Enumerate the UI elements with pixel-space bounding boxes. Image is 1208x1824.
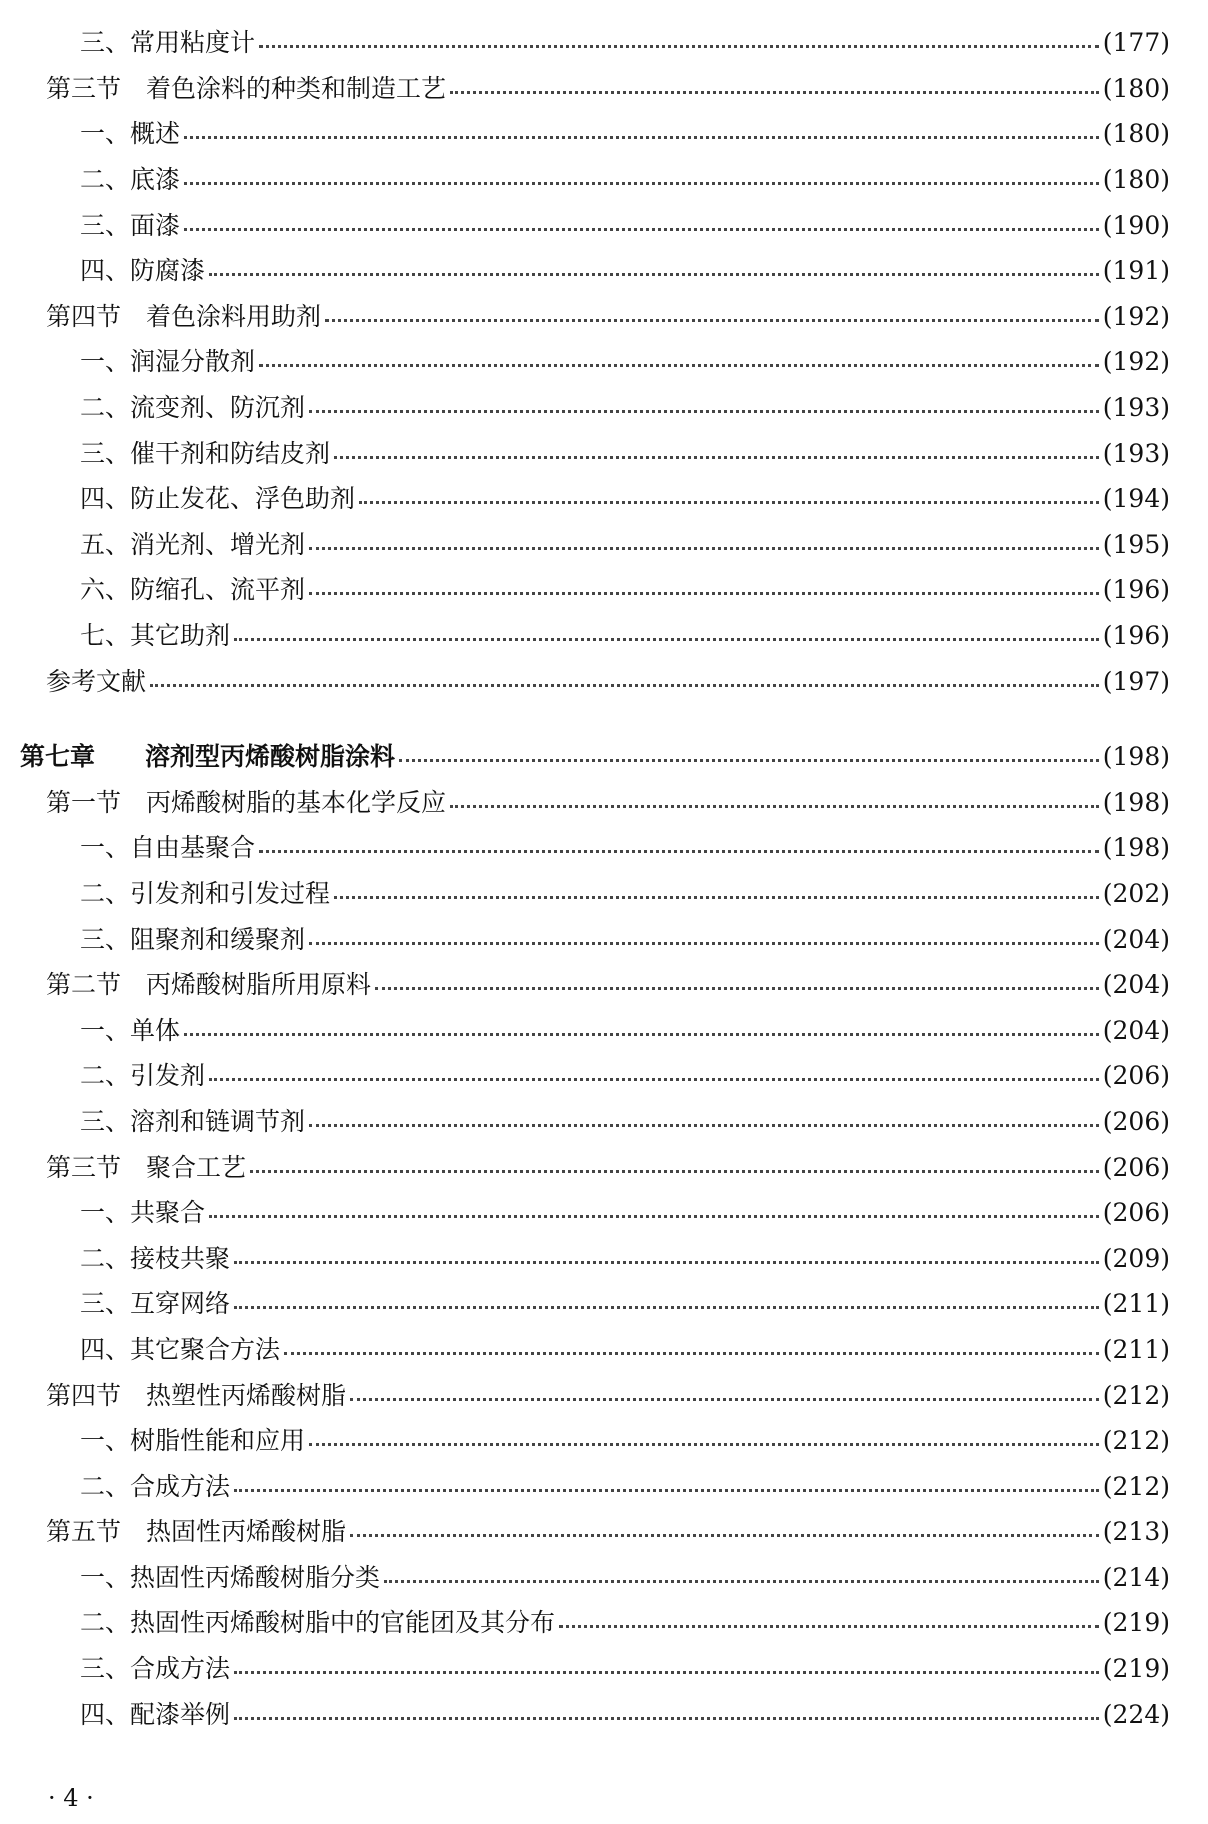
- toc-entry-title: 一、单体: [80, 1015, 181, 1045]
- dot-leader: [359, 501, 1099, 504]
- toc-entry-title: 第五节 热固性丙烯酸树脂: [46, 1517, 347, 1547]
- dot-leader: [150, 684, 1099, 687]
- dot-leader: [450, 91, 1099, 94]
- toc-entry-page: (212): [1102, 1471, 1170, 1501]
- toc-entry-title: 三、阻聚剂和缓聚剂: [80, 924, 306, 954]
- dot-leader: [184, 228, 1099, 231]
- toc-entry-page: (180): [1102, 73, 1170, 103]
- toc-entry-item: [0, 20, 1208, 66]
- toc-entry-page: (196): [1102, 575, 1170, 605]
- toc-entry-page: (193): [1102, 438, 1170, 468]
- dot-leader: [234, 638, 1099, 641]
- toc-entry-title: 二、接枝共聚: [80, 1243, 231, 1273]
- toc-entry-item: [0, 1007, 1208, 1053]
- dot-leader: [350, 1534, 1099, 1537]
- toc-entry-title: 四、其它聚合方法: [80, 1334, 281, 1364]
- page-number: · 4 ·: [48, 1784, 94, 1812]
- dot-leader: [209, 1078, 1099, 1081]
- toc-entry-page: (204): [1102, 1015, 1170, 1045]
- toc-entry-page: (192): [1102, 347, 1170, 377]
- toc-entry-title: 一、树脂性能和应用: [80, 1426, 306, 1456]
- toc-entry-page: (204): [1102, 970, 1170, 1000]
- toc-entry-title: 四、防腐漆: [80, 256, 206, 286]
- toc-entry-item: [0, 1555, 1208, 1601]
- dot-leader: [184, 1033, 1099, 1036]
- toc-entry-title: 第三节 着色涂料的种类和制造工艺: [46, 73, 447, 103]
- toc-entry-section: [0, 780, 1208, 826]
- toc-entry-page: (177): [1102, 28, 1170, 58]
- toc-entry-item: [0, 248, 1208, 294]
- toc-entry-item: [0, 825, 1208, 871]
- table-of-contents: [0, 20, 1208, 1737]
- toc-entry-item: [0, 1235, 1208, 1281]
- toc-entry-page: (211): [1102, 1289, 1170, 1319]
- toc-entry-title: 二、底漆: [80, 165, 181, 195]
- toc-entry-title: 一、概述: [80, 119, 181, 149]
- toc-entry-title: 第四节 热塑性丙烯酸树脂: [46, 1380, 347, 1410]
- toc-entry-title: 第二节 丙烯酸树脂所用原料: [46, 970, 372, 1000]
- toc-entry-section: [0, 66, 1208, 112]
- dot-leader: [375, 987, 1099, 990]
- toc-entry-item: [0, 430, 1208, 476]
- toc-entry-title: 第四节 着色涂料用助剂: [46, 301, 322, 331]
- toc-entry-item: [0, 1053, 1208, 1099]
- dot-leader: [309, 1443, 1099, 1446]
- toc-entry-title: 三、常用粘度计: [80, 28, 256, 58]
- toc-entry-item: [0, 1190, 1208, 1236]
- dot-leader: [209, 273, 1099, 276]
- toc-entry-item: [0, 567, 1208, 613]
- toc-entry-title: 三、面漆: [80, 210, 181, 240]
- toc-entry-title: 第一节 丙烯酸树脂的基本化学反应: [46, 787, 447, 817]
- toc-entry-title: 一、共聚合: [80, 1198, 206, 1228]
- dot-leader: [259, 364, 1099, 367]
- toc-entry-item: [0, 385, 1208, 431]
- toc-entry-item: [0, 1099, 1208, 1145]
- toc-entry-title: 三、合成方法: [80, 1654, 231, 1684]
- toc-entry-title: 二、合成方法: [80, 1471, 231, 1501]
- dot-leader: [234, 1671, 1099, 1674]
- toc-entry-title: 一、热固性丙烯酸树脂分类: [80, 1562, 381, 1592]
- toc-entry-page: (224): [1102, 1699, 1170, 1729]
- dot-leader: [259, 45, 1099, 48]
- toc-entry-title: 参考文献: [46, 666, 147, 696]
- dot-leader: [309, 547, 1099, 550]
- toc-entry-title: 三、溶剂和链调节剂: [80, 1106, 306, 1136]
- toc-entry-item: [0, 476, 1208, 522]
- toc-entry-page: (180): [1102, 165, 1170, 195]
- toc-entry-page: (193): [1102, 393, 1170, 423]
- toc-entry-section: [0, 294, 1208, 340]
- toc-entry-title: 四、配漆举例: [80, 1699, 231, 1729]
- toc-entry-title: 二、引发剂和引发过程: [80, 878, 331, 908]
- dot-leader: [399, 759, 1099, 762]
- toc-entry-title: 一、自由基聚合: [80, 833, 256, 863]
- dot-leader: [250, 1170, 1099, 1173]
- toc-entry-item: [0, 613, 1208, 659]
- toc-entry-item: [0, 157, 1208, 203]
- toc-entry-page: (209): [1102, 1243, 1170, 1273]
- toc-entry-section: [0, 1144, 1208, 1190]
- toc-entry-page: (206): [1102, 1198, 1170, 1228]
- toc-entry-item: [0, 916, 1208, 962]
- toc-entry-section: [0, 1509, 1208, 1555]
- dot-leader: [184, 136, 1099, 139]
- dot-leader: [234, 1306, 1099, 1309]
- dot-leader: [384, 1580, 1099, 1583]
- dot-leader: [309, 592, 1099, 595]
- toc-entry-item: [0, 202, 1208, 248]
- dot-leader: [209, 1215, 1099, 1218]
- dot-leader: [334, 456, 1099, 459]
- toc-entry-title: 一、润湿分散剂: [80, 347, 256, 377]
- toc-entry-page: (195): [1102, 529, 1170, 559]
- toc-entry-page: (213): [1102, 1517, 1170, 1547]
- toc-entry-page: (190): [1102, 210, 1170, 240]
- toc-entry-page: (206): [1102, 1152, 1170, 1182]
- toc-entry-item: [0, 871, 1208, 917]
- toc-entry-page: (198): [1102, 787, 1170, 817]
- toc-entry-section: [0, 962, 1208, 1008]
- toc-entry-title: 二、引发剂: [80, 1061, 206, 1091]
- dot-leader: [234, 1717, 1099, 1720]
- toc-entry-item: [0, 339, 1208, 385]
- dot-leader: [284, 1352, 1099, 1355]
- toc-entry-chapter: [0, 734, 1208, 780]
- toc-entry-title: 五、消光剂、增光剂: [80, 529, 306, 559]
- toc-entry-page: (219): [1102, 1654, 1170, 1684]
- toc-entry-item: [0, 1691, 1208, 1737]
- toc-entry-title: 七、其它助剂: [80, 621, 231, 651]
- dot-leader: [309, 942, 1099, 945]
- toc-entry-title: 第三节 聚合工艺: [46, 1152, 247, 1182]
- toc-entry-title: 四、防止发花、浮色助剂: [80, 484, 356, 514]
- toc-entry-page: (198): [1102, 742, 1170, 772]
- toc-entry-item: [0, 522, 1208, 568]
- toc-entry-title: 二、流变剂、防沉剂: [80, 393, 306, 423]
- toc-entry-title: 三、互穿网络: [80, 1289, 231, 1319]
- toc-entry-page: (212): [1102, 1380, 1170, 1410]
- toc-entry-page: (202): [1102, 878, 1170, 908]
- toc-entry-page: (206): [1102, 1106, 1170, 1136]
- toc-entry-page: (211): [1102, 1334, 1170, 1364]
- toc-entry-page: (192): [1102, 301, 1170, 331]
- toc-entry-title: 六、防缩孔、流平剂: [80, 575, 306, 605]
- toc-entry-section: [0, 1372, 1208, 1418]
- toc-entry-item: [0, 1600, 1208, 1646]
- toc-entry-item: [0, 1281, 1208, 1327]
- dot-leader: [184, 182, 1099, 185]
- dot-leader: [309, 410, 1099, 413]
- toc-entry-page: (212): [1102, 1426, 1170, 1456]
- toc-entry-item: [0, 1463, 1208, 1509]
- toc-entry-item: [0, 111, 1208, 157]
- toc-entry-title: 第七章 溶剂型丙烯酸树脂涂料: [20, 742, 396, 772]
- toc-entry-item: [0, 1418, 1208, 1464]
- toc-entry-page: (204): [1102, 924, 1170, 954]
- dot-leader: [309, 1124, 1099, 1127]
- toc-entry-title: 三、催干剂和防结皮剂: [80, 438, 331, 468]
- dot-leader: [559, 1625, 1099, 1628]
- dot-leader: [325, 319, 1099, 322]
- dot-leader: [234, 1489, 1099, 1492]
- toc-entry-section: [0, 658, 1208, 704]
- toc-entry-item: [0, 1327, 1208, 1373]
- toc-entry-page: (197): [1102, 666, 1170, 696]
- toc-entry-page: (194): [1102, 484, 1170, 514]
- toc-entry-page: (206): [1102, 1061, 1170, 1091]
- toc-entry-page: (214): [1102, 1562, 1170, 1592]
- toc-entry-page: (180): [1102, 119, 1170, 149]
- dot-leader: [450, 805, 1099, 808]
- dot-leader: [234, 1261, 1099, 1264]
- toc-entry-page: (198): [1102, 833, 1170, 863]
- dot-leader: [259, 850, 1099, 853]
- toc-entry-page: (219): [1102, 1608, 1170, 1638]
- toc-entry-page: (191): [1102, 256, 1170, 286]
- dot-leader: [350, 1398, 1099, 1401]
- toc-entry-item: [0, 1646, 1208, 1692]
- dot-leader: [334, 896, 1099, 899]
- toc-entry-title: 二、热固性丙烯酸树脂中的官能团及其分布: [80, 1608, 556, 1638]
- toc-entry-page: (196): [1102, 621, 1170, 651]
